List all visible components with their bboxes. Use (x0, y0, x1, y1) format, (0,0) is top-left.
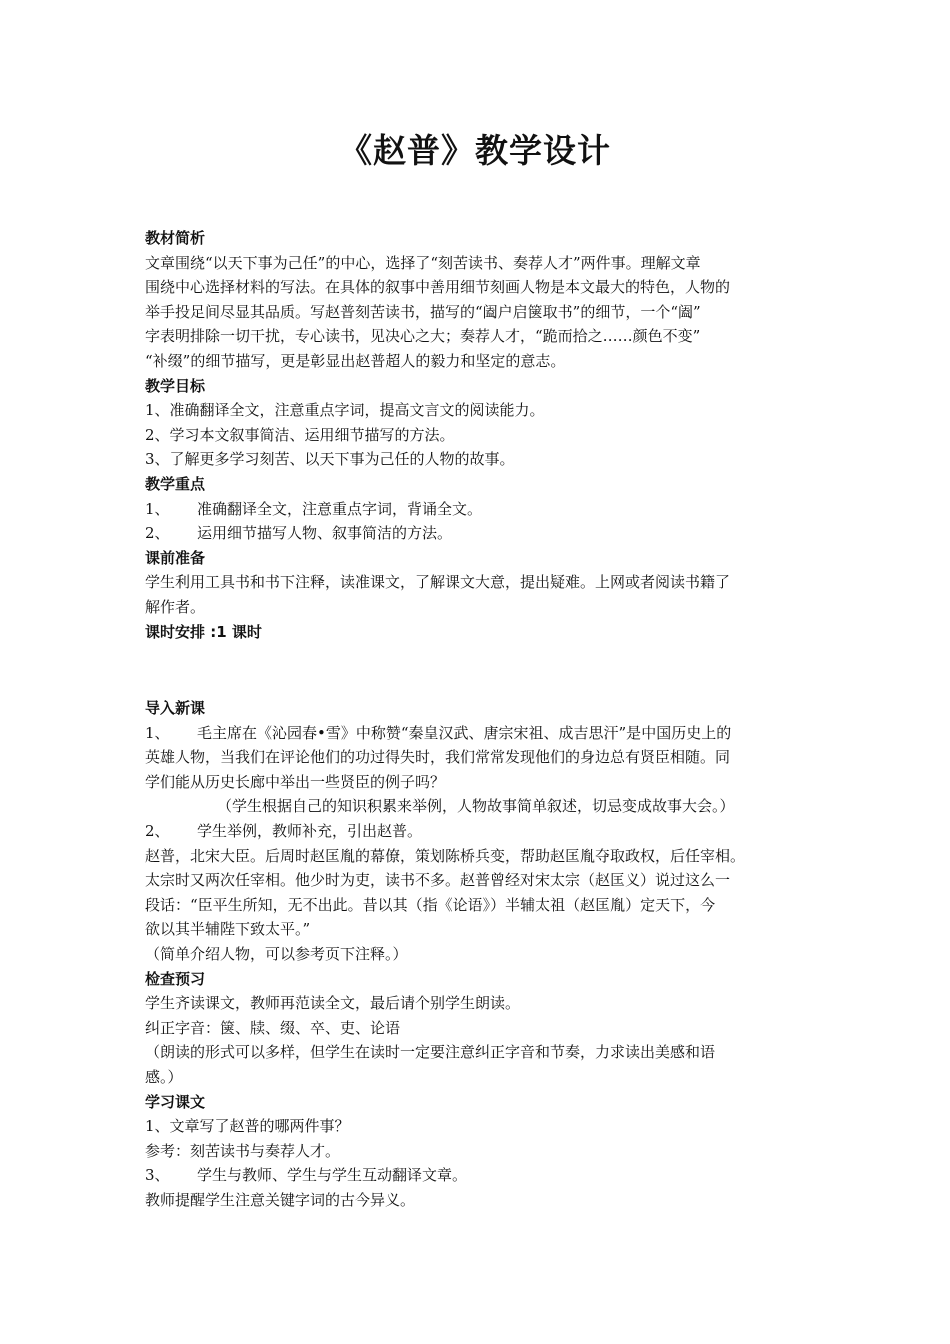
section-heading-hours: 课时安排 :1 课时 (145, 622, 262, 641)
section-heading-preview: 检查预习 (145, 969, 206, 988)
intro-item (145, 721, 810, 746)
item-text: 准确翻译全文，注意重点字词，背诵全文。 (197, 499, 483, 518)
spacer (145, 644, 810, 696)
paragraph-line: 太宗时又两次任宰相。他少时为吏，读书不多。赵普曾经对宋太宗（赵匡义）说过这么一 (145, 871, 731, 890)
section-heading-material: 教材简析 (145, 229, 206, 247)
paragraph-line: 字表明排除一切干扰，专心读书，见决心之大；奏荐人才，“跪而拾之……颜色不变” (145, 327, 701, 346)
paragraph-line: 学们能从历史长廊中举出一些贤臣的例子吗？ (145, 772, 446, 791)
item-text: 学生与教师、学生与学生互动翻译文章。 (197, 1166, 468, 1185)
item-number: 2、 (145, 524, 170, 543)
page-title: 《赵普》教学设计 (339, 131, 611, 170)
paragraph-line: 赵普，北宋大臣。后周时赵匡胤的幕僚，策划陈桥兵变，帮助赵匡胤夺取政权，后任宰相。 (145, 846, 746, 865)
section-heading-study: 学习课文 (145, 1092, 206, 1111)
study-item (145, 1163, 810, 1188)
item-number: 2、 (145, 822, 170, 841)
paragraph-line: 文章围绕“以天下事为己任”的中心，选择了“刻苦读书、奏荐人才”两件事。理解文章 (145, 253, 701, 272)
key-item (145, 521, 810, 546)
paragraph-line: 参考：刻苦读书与奏荐人才。 (145, 1141, 341, 1160)
paragraph-line: 围绕中心选择材料的写法。在具体的叙事中善用细节刻画人物是本文最大的特色，人物的 (145, 278, 731, 297)
paragraph-line: 感。） (145, 1068, 183, 1086)
goal-item: 3、了解更多学习刻苦、以天下事为己任的人物的故事。 (145, 450, 515, 469)
item-text: 运用细节描写人物、叙事简洁的方法。 (197, 524, 453, 543)
item-text: 毛主席在《沁园春•雪》中称赞“秦皇汉武、唐宗宋祖、成吉思汗”是中国历史上的 (197, 723, 732, 742)
goal-item: 1、准确翻译全文，注意重点字词，提高文言文的阅读能力。 (145, 401, 545, 420)
section-heading-prep: 课前准备 (145, 548, 206, 567)
item-number: 1、 (145, 723, 170, 742)
paragraph-line: 举手投足间尽显其品质。写赵普刻苦读书，描写的“阖户启箧取书”的细节，一个“阖” (145, 302, 701, 321)
section-heading-key: 教学重点 (145, 474, 206, 493)
paragraph-line: 1、文章写了赵普的哪两件事？ (145, 1117, 350, 1136)
item-text: 学生举例，教师补充，引出赵普。 (197, 822, 423, 841)
paragraph-line: 欲以其半辅陛下致太平。” (145, 920, 311, 939)
paragraph-line: 段话：“臣平生所知，无不出此。昔以其（指《论语》）半辅太祖（赵匡胤）定天下，今 (145, 895, 716, 914)
key-item (145, 497, 810, 522)
intro-item (145, 819, 810, 844)
item-number: 1、 (145, 499, 170, 518)
paragraph-line: 纠正字音：箧、牍、缀、卒、吏、论语 (145, 1018, 401, 1037)
paragraph-line: （朗读的形式可以多样，但学生在读时一定要注意纠正字音和节奏，力求读出美感和语 (145, 1043, 716, 1062)
teacher-note: （学生根据自己的知识积累来举例，人物故事简单叙述，切忌变成故事大会。） (217, 797, 735, 816)
document-body (145, 226, 810, 1213)
paragraph-line: 学生齐读课文，教师再范读全文，最后请个别学生朗读。 (145, 994, 521, 1013)
item-number: 3、 (145, 1166, 170, 1185)
section-heading-intro: 导入新课 (145, 699, 206, 718)
paragraph-line: 解作者。 (145, 597, 206, 616)
section-heading-goals: 教学目标 (145, 376, 206, 395)
goal-item: 2、学习本文叙事简洁、运用细节描写的方法。 (145, 425, 455, 444)
paragraph-line: 英雄人物，当我们在评论他们的功过得失时，我们常常发现他们的身边总有贤臣相随。同 (145, 748, 731, 767)
paragraph-line: “补缀”的细节描写，更是彰显出赵普超人的毅力和坚定的意志。 (145, 351, 566, 370)
paragraph-line: 学生利用工具书和书下注释，读准课文，了解课文大意，提出疑难。上网或者阅读书籍了 (145, 573, 731, 592)
paragraph-line: 教师提醒学生注意关键字词的古今异义。 (145, 1190, 416, 1209)
paragraph-line: （简单介绍人物，可以参考页下注释。） (145, 945, 408, 964)
